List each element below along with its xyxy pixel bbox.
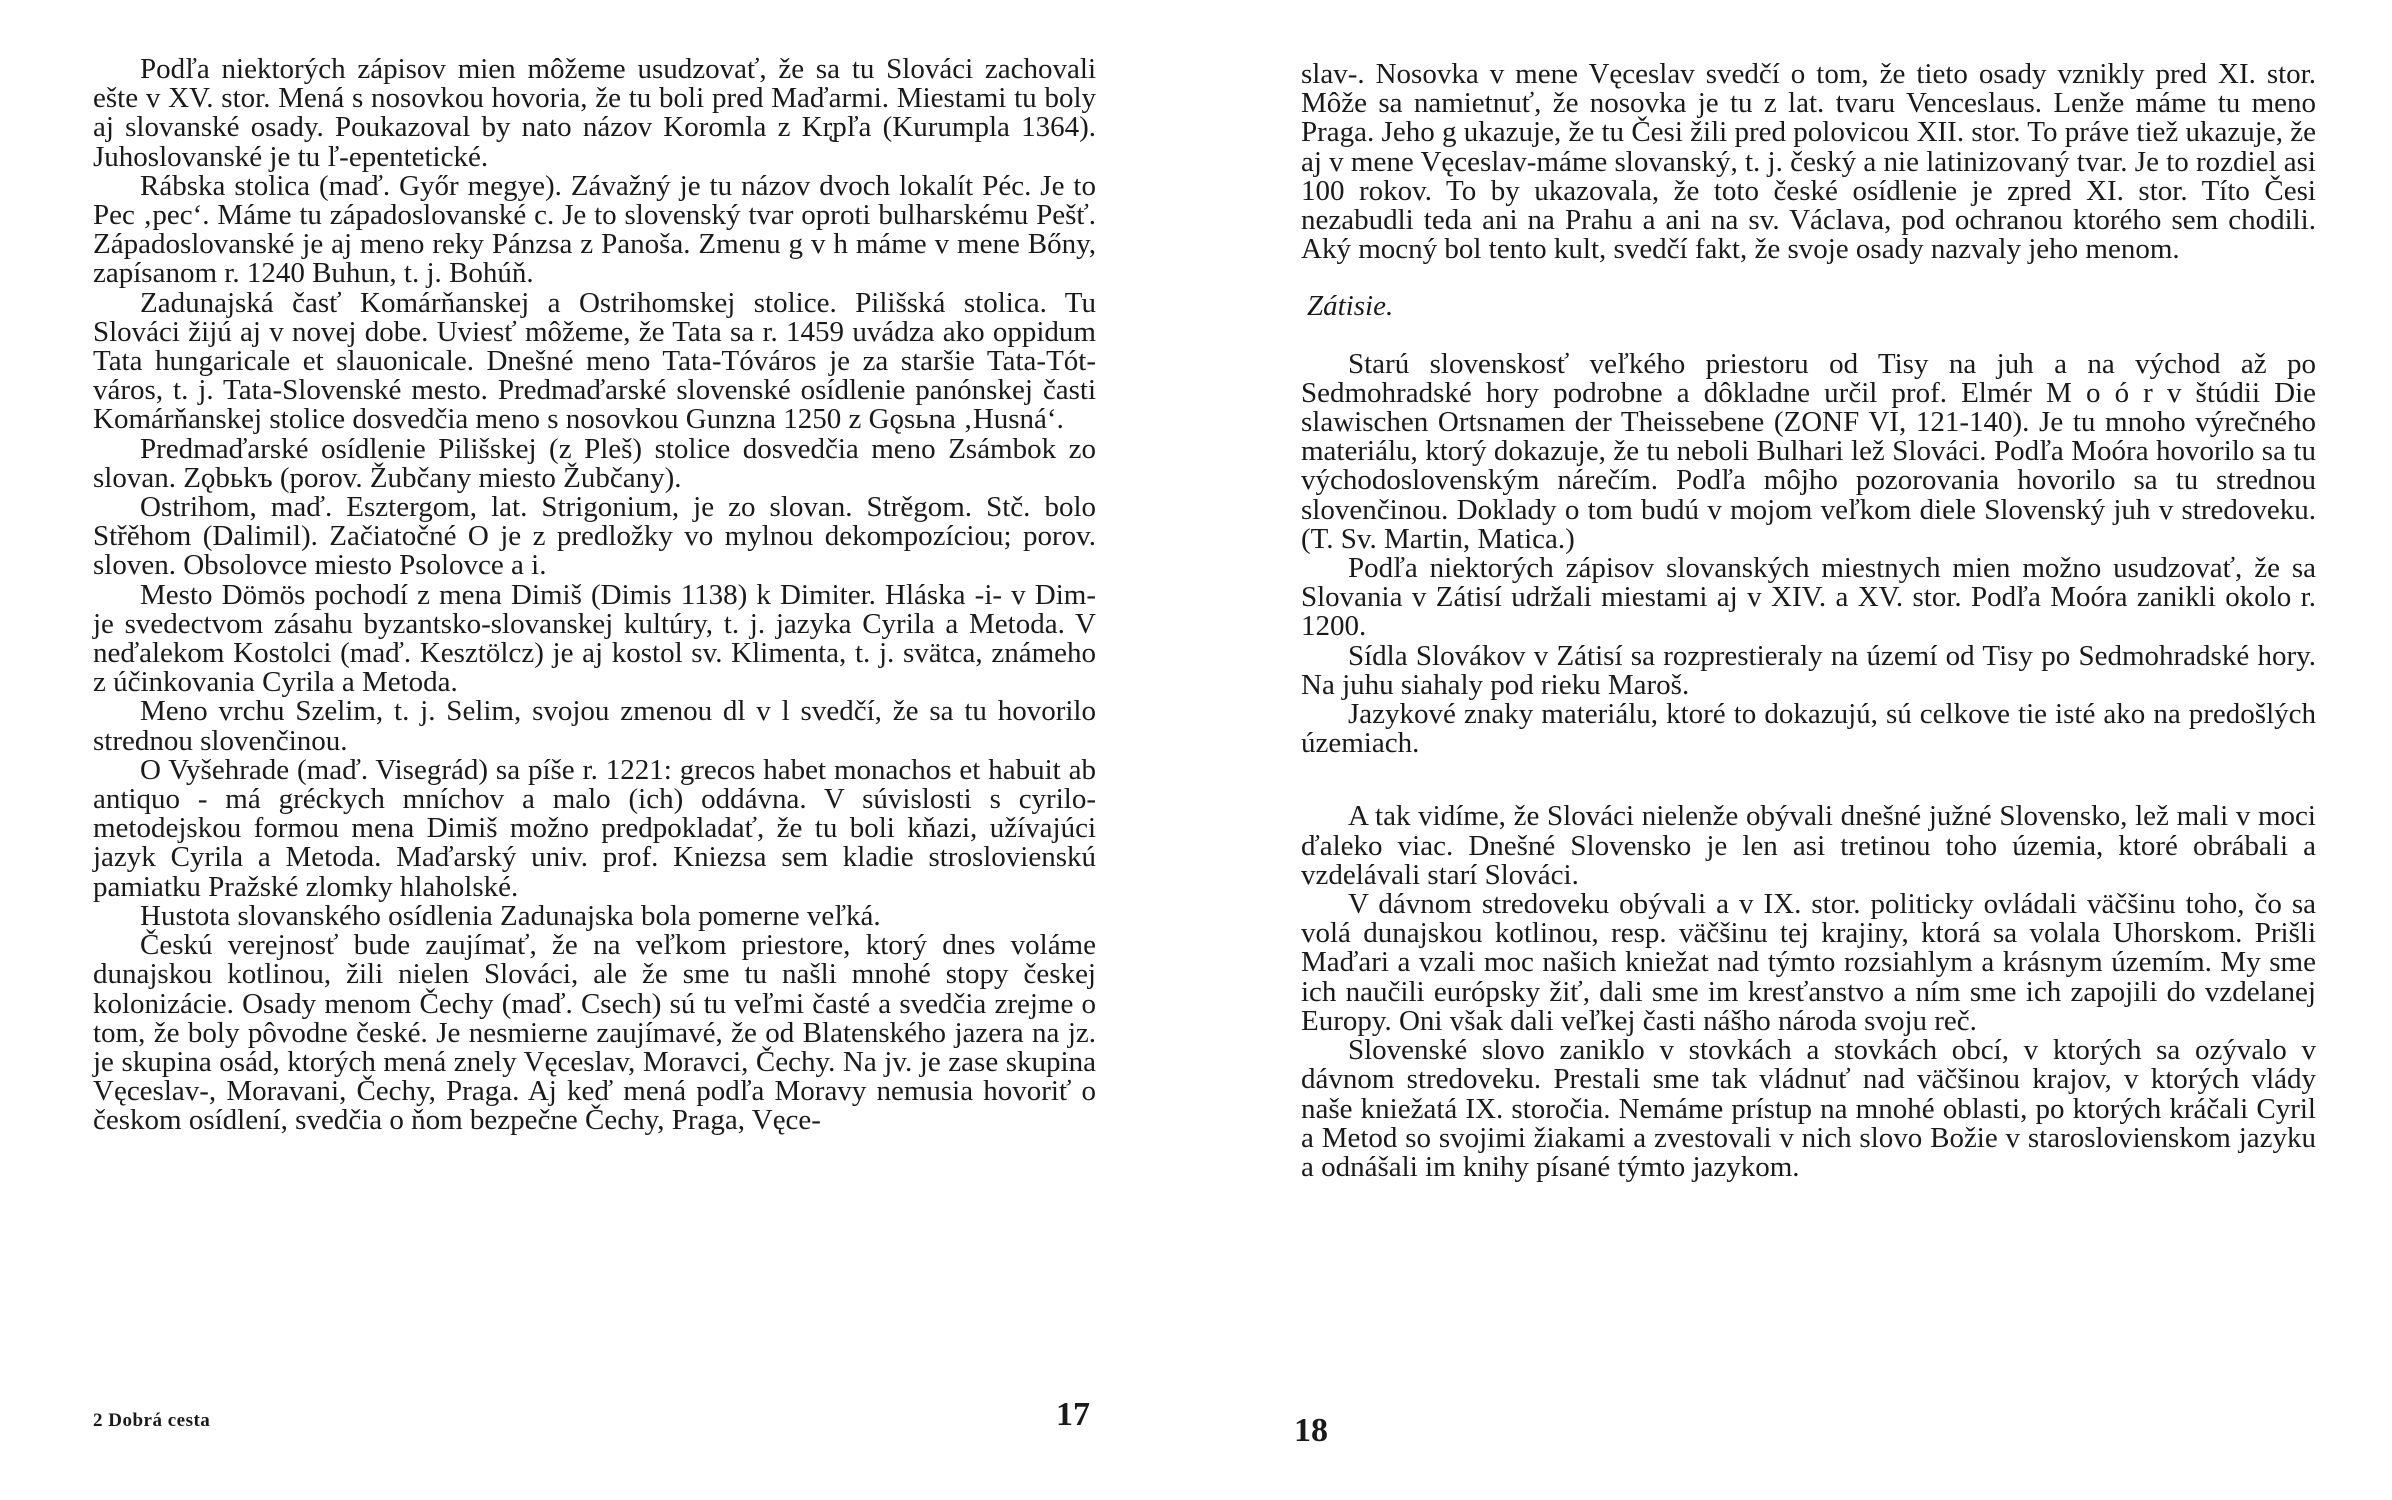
paragraph: A tak vidíme, že Slováci nielenže obývali dnešné južné Slovensko, lež mali v moci ďaleko viac. Dnešné Slovensko je len asi tretinou toho územia, ktoré obrábali a vzdelávali starí Slováci. bbox=[1301, 800, 2316, 891]
right-page-text bbox=[1301, 60, 2316, 1182]
page-number: 18 bbox=[1294, 1412, 1328, 1449]
paragraph: Ostrihom, maď. Esztergom, lat. Strigonium, je zo slovan. Strěgom. Stč. bolo Střěhom (Dalimil). Začiatočné O je z predložky vo mylnou dekompozíciou; porov. sloven. Obsolovce miesto Psolovce a i. bbox=[93, 491, 1096, 582]
signature-mark: 2 Dobrá cesta bbox=[93, 1410, 211, 1431]
paragraph: Slovenské slovo zaniklo v stovkách a stovkách obcí, v ktorých sa ozývalo v dávnom stredoveku. Prestali sme tak vládnuť nad väčšinou krajov, v ktorých vlády naše kniežatá IX. storočia. Nemáme prístup na mnohé oblasti, po ktorých kráčali Cyril a Metod so svojimi žiakami a zvestovali v nich slovo Božie v staroslovienskom jazyku a odnášali im knihy písané týmto jazykom. bbox=[1301, 1034, 2316, 1183]
section-heading: Zátisie. bbox=[1307, 290, 1394, 323]
left-page-text bbox=[93, 55, 1096, 1136]
paragraph: Zadunajská časť Komárňanskej a Ostrihomskej stolice. Pilišská stolica. Tu Slováci žijú aj v novej dobe. Uviesť môžeme, že Tata sa r. 1459 uvádza ako oppidum Tata hungaricale et slauonicale. Dnešné meno Tata-Tóváros je za staršie Tata-Tót-város, t. j. Tata-Slovenské mesto. Predmaďarské slovenské osídlenie panónskej časti Komárňanskej stolice dosvedčia meno s nosovkou Gunzna 1250 z Gǫsьna ‚Husná‘. bbox=[93, 286, 1096, 436]
paragraph: Podľa niektorých zápisov mien môžeme usudzovať, že sa tu Slováci zachovali ešte v XV. stor. Mená s nosovkou hovoria, že tu boli pred Maďarmi. Miestami tu boly aj slovanské osady. Poukazoval by nato názov Koromla z Kr̨pľa (Kurumpla 1364). Juhoslovanské je tu ľ-epentetické. bbox=[93, 53, 1096, 173]
page-number: 17 bbox=[1056, 1396, 1090, 1433]
paragraph: V dávnom stredoveku obývali a v IX. stor. politicky ovládali väčšinu toho, čo sa volá dunajskou kotlinou, resp. väčšinu tej krajiny, ktorá sa volala Uhorskom. Prišli Maďari a vzali moc našich kniežat nad týmto rozsiahlym a krásnym územím. My sme ich naučili európsky žiť, dali sme im kresťanstvo a ním sme ich zapojili do vzdelanej Europy. Oni však dali veľkej časti nášho národa svoju reč. bbox=[1301, 888, 2316, 1037]
paragraph: O Vyšehrade (maď. Visegrád) sa píše r. 1221: grecos habet monachos et habuit ab antiquo - má gréckych mníchov a malo (ich) oddávna. V súvislosti s cyrilo-metodejskou formou mena Dimiš možno predpokladať, že tu boli kňazi, užívajúci jazyk Cyrila a Metoda. Maďarský univ. prof. Kniezsa sem kladie stroslovienskú pamiatku Pražské zlomky hlaholské. bbox=[93, 753, 1096, 903]
paragraph: Sídla Slovákov v Zátisí sa rozprestieraly na území od Tisy po Sedmohradské hory. Na juhu siahaly pod rieku Maroš. bbox=[1301, 639, 2316, 701]
paragraph: Hustota slovanského osídlenia Zadunajska bola pomerne veľká. bbox=[140, 899, 881, 932]
paragraph: Rábska stolica (maď. Győr megye). Závažný je tu názov dvoch lokalít Péc. Je to Pec ‚pec‘. Máme tu západoslovanské c. Je to slovenský tvar oproti bulharskému Pešť. Západoslovanské je aj meno reky Pánzsa z Panoša. Zmenu g v h máme v mene Bőny, zapísanom r. 1240 Buhun, t. j. Bohúň. bbox=[93, 169, 1096, 290]
paragraph: slav-. Nosovka v mene Vęceslav svedčí o tom, že tieto osady vznikly pred XI. stor. Môže sa namietnuť, že nosovka je tu z lat. tvaru Venceslaus. Lenže máme tu meno Praga. Jeho g ukazuje, že tu Česi žili pred polovicou XII. stor. To práve tiež ukazuje, že aj v mene Vęceslav-máme slovanský, t. j. český a nie latinizovaný tvar. Je to rozdiel asi 100 rokov. To by ukazovala, že toto české osídlenie je zpred XI. stor. Títo Česi nezabudli teda ani na Prahu a ani na sv. Václava, pod ochranou ktorého sem chodili. Aký mocný bol tento kult, svedčí fakt, že svoje osady nazvaly jeho menom. bbox=[1301, 58, 2316, 266]
paragraph: Predmaďarské osídlenie Pilišskej (z Pleš) stolice dosvedčia meno Zsámbok zo slovan. Zǫbьkъ (porov. Žubčany miesto Žubčany). bbox=[93, 432, 1096, 494]
paragraph: Meno vrchu Szelim, t. j. Selim, svojou zmenou dl v l svedčí, že sa tu hovorilo strednou slovenčinou. bbox=[93, 695, 1096, 757]
right-page bbox=[1196, 0, 2392, 1500]
paragraph: Podľa niektorých zápisov slovanských miestnych mien možno usudzovať, že sa Slovania v Zátisí udržali miestami aj v XIV. a XV. stor. Podľa Moóra zanikli okolo r. 1200. bbox=[1301, 552, 2316, 643]
paragraph: Starú slovenskosť veľkého priestoru od Tisy na juh a na východ až po Sedmohradské hory podrobne a dôkladne určil prof. Elmér M o ó r v štúdii Die slawischen Ortsnamen der Theissebene (ZONF VI, 121-140). Je tu mnoho výrečného materiálu, ktorý dokazuje, že tu neboli Bulhari lež Slováci. Podľa Moóra hovorilo sa tu východoslovenským nárečím. Podľa môjho pozorovania hovorilo sa tu strednou slovenčinou. Doklady o tom budú v mojom veľkom diele Slovenský juh v stredoveku. (T. Sv. Martin, Matica.) bbox=[1301, 347, 2316, 555]
paragraph: Českú verejnosť bude zaujímať, že na veľkom priestore, ktorý dnes voláme dunajskou kotlinou, žili nielen Slováci, ale že sme tu našli mnohé stopy českej kolonizácie. Osady menom Čechy (maď. Csech) sú tu veľmi časté a svedčia zrejme o tom, že boly pôvodne české. Je nesmierne zaujímavé, že od Blatenského jazera na jz. je skupina osád, ktorých mená znely Vęceslav, Moravci, Čechy. Na jv. je zase skupina Vęceslav-, Moravani, Čechy, Praga. Aj keď mená podľa Moravy nemusia hovoriť o českom osídlení, svedčia o ňom bezpečne Čechy, Praga, Vęce- bbox=[93, 929, 1096, 1137]
paragraph: Mesto Dömös pochodí z mena Dimiš (Dimis 1138) k Dimiter. Hláska -i- v Dim- je svedectvom zásahu byzantsko-slovanskej kultúry, t. j. jazyka Cyrila a Metoda. V neďalekom Kostolci (maď. Kesztölcz) je aj kostol sv. Klimenta, t. j. svätca, známeho z účinkovania Cyrila a Metoda. bbox=[93, 578, 1096, 699]
paragraph: Jazykové znaky materiálu, ktoré to dokazujú, sú celkove tie isté ako na predošlých územiach. bbox=[1301, 698, 2316, 760]
